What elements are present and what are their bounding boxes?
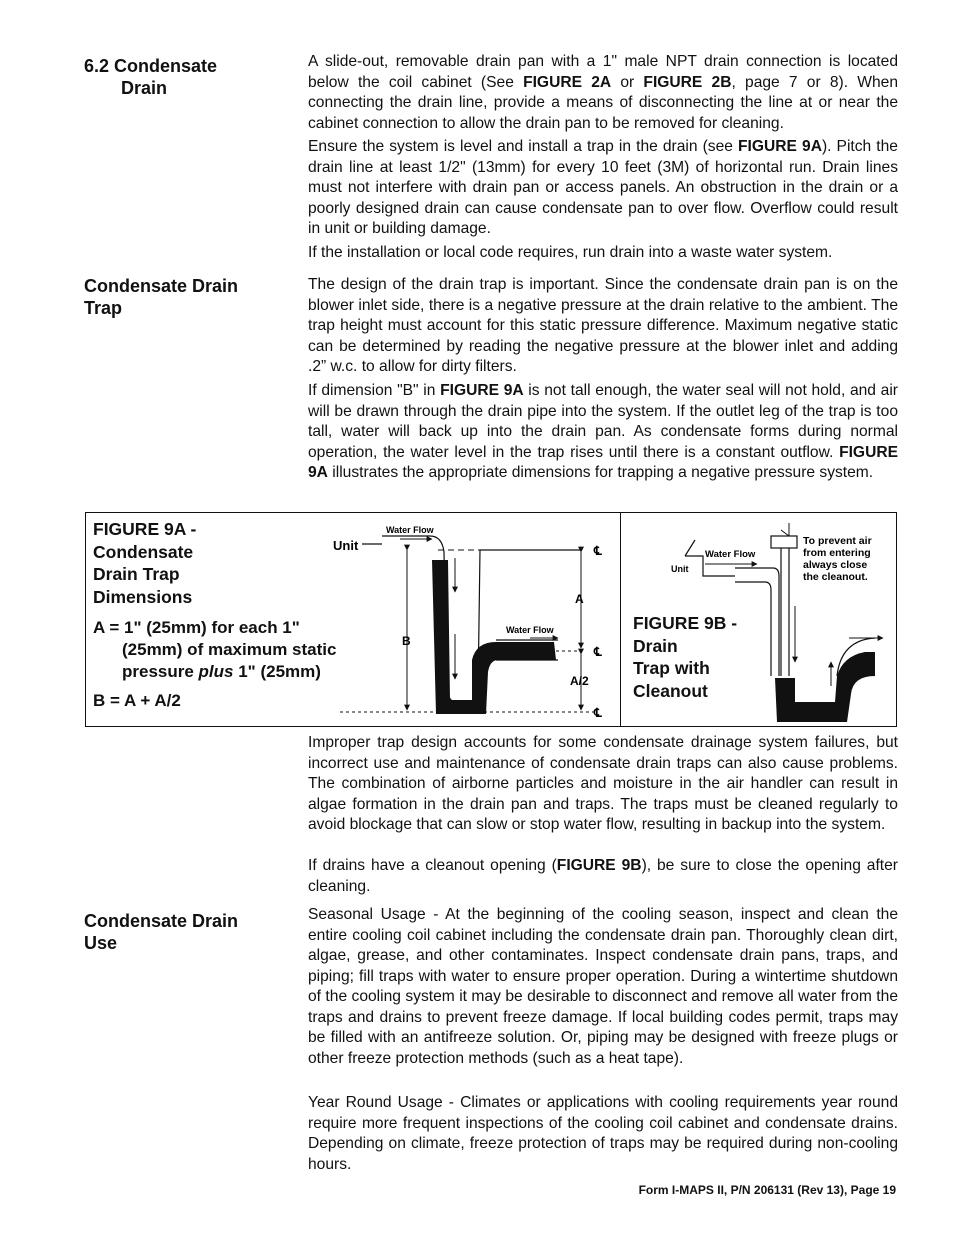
- note-line: To prevent air: [803, 535, 872, 547]
- use-heading-line1: Condensate Drain: [84, 911, 239, 931]
- centerline-symbol: ℄: [594, 544, 602, 558]
- water-flow-outlet-label: Water Flow: [506, 625, 554, 635]
- figure-9b-title-line: Trap with: [633, 658, 710, 678]
- trap-water: [432, 560, 556, 714]
- use-heading-line2: Use: [84, 933, 118, 953]
- centerline-symbol: ℄: [594, 706, 602, 720]
- section-heading-line1: 6.2 Condensate: [84, 56, 218, 76]
- formula-a-line: A = 1" (25mm) for each 1": [93, 618, 300, 637]
- figure-9a-diagram: [320, 514, 618, 726]
- dim-a2-label: A/2: [570, 674, 589, 688]
- trap-heading-line2: Trap: [84, 298, 123, 318]
- cleanout-pointer: [781, 523, 789, 536]
- formula-b: B = A + A/2: [93, 691, 181, 710]
- figure-9a-title-line: Condensate: [93, 541, 194, 562]
- page-footer: Form I-MAPS II, P/N 206131 (Rev 13), Page 19: [638, 1183, 896, 1197]
- after-figure-paragraph-2: If drains have a cleanout opening (FIGURE 9B), be sure to close the opening after cleaning.: [308, 857, 898, 895]
- trap-heading-line1: Condensate Drain: [84, 276, 239, 296]
- figure-9a-title-line: FIGURE 9A -: [93, 519, 197, 539]
- dim-b-label: B: [402, 634, 411, 648]
- figure-9b-title-line: Drain: [633, 635, 678, 656]
- note-line: always close: [803, 559, 868, 571]
- formula-a-line: (25mm) of maximum static: [122, 640, 337, 659]
- formula-a-line: pressure plus 1" (25mm): [122, 662, 321, 681]
- note-line: the cleanout.: [803, 571, 868, 583]
- figure-9b-diagram: [665, 516, 895, 724]
- dim-a-label: A: [575, 592, 584, 606]
- section-heading-line2: Drain: [121, 78, 168, 98]
- figure-9b-title-line: Cleanout: [633, 680, 708, 701]
- use-paragraph-1: Seasonal Usage - At the beginning of the cooling season, inspect and clean the entire cooling coil cabinet including the condensate drain pan. Thoroughly clean dirt, algae, grease, and other contaminates. Inspect condensate drain pans, traps, and piping; fill traps with water to ensure proper operation. During a wintertime shutdown of the cooling system it may be desirable to disconnect and remove all water from the traps and drains to prevent freeze damage. If local building codes permit, traps may be filled with an antifreeze solution. Or, piping may be designed with freeze plugs or other freeze protection methods (such as a heat tape).: [308, 906, 898, 1067]
- centerline-symbol: ℄: [594, 645, 602, 659]
- unit-label-9b: Unit: [671, 564, 689, 574]
- unit-label: Unit: [333, 538, 359, 553]
- cleanout-cap: [771, 536, 797, 548]
- water-flow-top-label: Water Flow: [386, 525, 434, 535]
- drain-paragraph-1: A slide-out, removable drain pan with a 1" male NPT drain connection is located below the coil cabinet (See FIGURE 2A or FIGURE 2B, page 7 or 8). When connecting the drain line, provide a means of disconnecting the line at or near the cabinet connection to allow the drain pan to be removed for cleaning.: [308, 53, 899, 132]
- figure-divider: [620, 512, 621, 727]
- after-figure-paragraph-1: Improper trap design accounts for some condensate drainage system failures, but incorrect use and maintenance of condensate drain traps can also cause problems. The combination of airborne particles and moisture in the air handler can result in algae formation in the drain pan and traps. The traps must be cleaned regularly to avoid blockage that can slow or stop water flow, resulting in backup into the system.: [308, 734, 898, 833]
- use-paragraph-2: Year Round Usage - Climates or applications with cooling requirements year round require more frequent inspections of the cooling coil cabinet and condensate drains. Depending on climate, freeze protection of traps may be required during non-cooling hours.: [308, 1094, 898, 1173]
- figure-9b-title-line: FIGURE 9B -: [633, 613, 738, 633]
- drain-paragraph-3: If the installation or local code requires, run drain into a waste water system.: [308, 244, 833, 261]
- pipe-outline-9b: [735, 548, 789, 676]
- trap-paragraph-1: The design of the drain trap is important. Since the condensate drain pan is on the blower inlet side, there is a negative pressure at the drain relative to the ambient. The trap height must account for this static pressure difference. Maximum negative static can be determined by reading the negative pressure at the blower inlet and adding .2” w.c. to allow for dirty filters.: [308, 276, 898, 375]
- figure-9a-title-line: Dimensions: [93, 586, 193, 607]
- trap-paragraph-2: If dimension "B" in FIGURE 9A is not tall enough, the water seal will not hold, and air will be drawn through the drain pipe into the system. If the outlet leg of the trap is too tall, water will back up into the drain pan. As condensate forms during normal operation, the water level in the trap rises until there is a constant outflow. FIGURE 9A illustrates the appropriate dimensions for trapping a negative pressure system.: [308, 382, 898, 481]
- figure-9a-title: [93, 518, 196, 608]
- trap-heading: [84, 275, 238, 319]
- trap-water-9b: [775, 652, 875, 722]
- note-line: from entering: [803, 547, 871, 559]
- section-heading: [84, 55, 217, 99]
- formula-a: [93, 617, 336, 683]
- use-heading: [84, 910, 238, 954]
- water-flow-label-9b: Water Flow: [705, 549, 756, 560]
- drain-paragraph-2: Ensure the system is level and install a trap in the drain (see FIGURE 9A). Pitch the drain line at least 1/2" (13mm) for every 10 feet (3M) of horizontal run. Drain lines must not interfere with drain pan or access panels. An obstruction in the drain or a poorly designed drain can cause condensate pan to over flow. Overflow could result in unit or building damage.: [308, 138, 898, 237]
- figure-9a-title-line: Drain Trap: [93, 564, 180, 584]
